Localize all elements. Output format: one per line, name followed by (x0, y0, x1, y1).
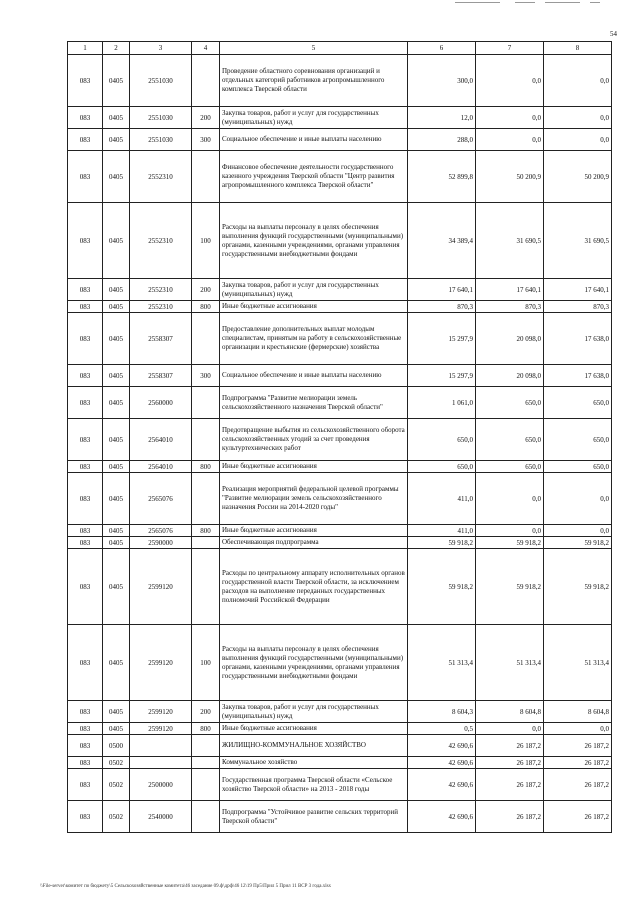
section-cell: 0405 (103, 313, 130, 365)
kgrbs-cell: 083 (68, 625, 103, 701)
target-article-cell: 2551030 (130, 129, 192, 151)
section-cell: 0405 (103, 55, 130, 107)
section-cell: 0405 (103, 279, 130, 301)
amount-col8-cell: 0,0 (544, 723, 612, 735)
amount-col7-cell: 26 187,2 (476, 769, 544, 801)
amount-col6-cell: 42 690,6 (408, 769, 476, 801)
table-row (68, 419, 612, 461)
expense-type-cell: 200 (192, 107, 220, 129)
amount-col8-cell: 0,0 (544, 525, 612, 537)
amount-col8-cell: 650,0 (544, 387, 612, 419)
table-row (68, 525, 612, 537)
expense-type-cell (192, 313, 220, 365)
amount-col7-cell: 31 690,5 (476, 203, 544, 279)
kgrbs-cell: 083 (68, 801, 103, 833)
amount-col7-cell: 8 604,8 (476, 701, 544, 723)
table-row (68, 387, 612, 419)
amount-col6-cell: 42 690,6 (408, 735, 476, 757)
kgrbs-cell: 083 (68, 203, 103, 279)
target-article-cell: 2565076 (130, 473, 192, 525)
amount-col6-cell: 15 297,9 (408, 365, 476, 387)
amount-col8-cell: 17 638,0 (544, 313, 612, 365)
header-cell: 2 (103, 42, 130, 55)
amount-col8-cell: 870,3 (544, 301, 612, 313)
kgrbs-cell: 083 (68, 55, 103, 107)
table-row (68, 735, 612, 757)
description-cell: Предотвращение выбытия из сельскохозяйственного оборота сельскохозяйственных угодий за счет проведения культуртехнических работ (220, 419, 408, 461)
amount-col6-cell: 411,0 (408, 525, 476, 537)
amount-col6-cell: 34 389,4 (408, 203, 476, 279)
header-cell: 7 (476, 42, 544, 55)
amount-col7-cell: 59 918,2 (476, 549, 544, 625)
description-cell: Финансовое обеспечение деятельности государственного казенного учреждения Тверской области "Центр развития агропромышленного комплекса Тверской области" (220, 151, 408, 203)
table-row (68, 537, 612, 549)
target-article-cell (130, 757, 192, 769)
table-row (68, 313, 612, 365)
description-cell: Социальное обеспечение и иные выплаты населению (220, 129, 408, 151)
description-cell: Реализация мероприятий федеральной целевой программы "Развитие мелиорации земель сельскохозяйственного назначения России на 2014-2020 годы" (220, 473, 408, 525)
description-cell: Обеспечивающая подпрограмма (220, 537, 408, 549)
amount-col8-cell: 8 604,8 (544, 701, 612, 723)
amount-col7-cell: 17 640,1 (476, 279, 544, 301)
amount-col7-cell: 50 200,9 (476, 151, 544, 203)
amount-col6-cell: 42 690,6 (408, 801, 476, 833)
target-article-cell: 2599120 (130, 701, 192, 723)
expense-type-cell: 800 (192, 525, 220, 537)
amount-col6-cell: 1 061,0 (408, 387, 476, 419)
target-article-cell: 2590000 (130, 537, 192, 549)
table-row (68, 757, 612, 769)
table-row (68, 723, 612, 735)
table-row (68, 473, 612, 525)
amount-col8-cell: 0,0 (544, 129, 612, 151)
target-article-cell: 2500000 (130, 769, 192, 801)
amount-col6-cell: 42 690,6 (408, 757, 476, 769)
description-cell: Коммунальное хозяйство (220, 757, 408, 769)
section-cell: 0405 (103, 387, 130, 419)
description-cell: Расходы по центральному аппарату исполнительных органов государственной власти Тверской области, за исключением расходов на выполнение переданных государственных полномочий Российской Федерации (220, 549, 408, 625)
amount-col6-cell: 650,0 (408, 461, 476, 473)
description-cell: Закупка товаров, работ и услуг для государственных (муниципальных) нужд (220, 279, 408, 301)
kgrbs-cell: 083 (68, 301, 103, 313)
amount-col6-cell: 52 899,8 (408, 151, 476, 203)
expense-type-cell (192, 549, 220, 625)
target-article-cell: 2558307 (130, 313, 192, 365)
kgrbs-cell: 083 (68, 419, 103, 461)
kgrbs-cell: 083 (68, 525, 103, 537)
amount-col8-cell: 26 187,2 (544, 801, 612, 833)
table-row (68, 203, 612, 279)
amount-col8-cell: 59 918,2 (544, 537, 612, 549)
footer-file-path: \\File-server\комитет по бюджету\5 Сельскохозяйственные комитета\46 заседание 09.ф\дрф\46 12\19 Пр5\Прил 5 Прил 11 ВСР 3 года.xlsx (40, 884, 332, 889)
table-row (68, 701, 612, 723)
expense-type-cell: 800 (192, 461, 220, 473)
amount-col7-cell: 59 918,2 (476, 537, 544, 549)
amount-col7-cell: 51 313,4 (476, 625, 544, 701)
amount-col8-cell: 0,0 (544, 473, 612, 525)
target-article-cell: 2552310 (130, 279, 192, 301)
section-cell: 0405 (103, 365, 130, 387)
amount-col7-cell: 26 187,2 (476, 801, 544, 833)
section-cell: 0405 (103, 129, 130, 151)
expense-type-cell (192, 757, 220, 769)
amount-col6-cell: 59 918,2 (408, 537, 476, 549)
amount-col8-cell: 17 638,0 (544, 365, 612, 387)
amount-col7-cell: 26 187,2 (476, 757, 544, 769)
amount-col6-cell: 0,5 (408, 723, 476, 735)
description-cell: Расходы на выплаты персоналу в целях обеспечения выполнения функций государственными (муниципальными) органами, казенными учреждениями, органами управления государственными внебюджетными фондами (220, 203, 408, 279)
target-article-cell: 2599120 (130, 723, 192, 735)
kgrbs-cell: 083 (68, 735, 103, 757)
amount-col7-cell: 0,0 (476, 723, 544, 735)
kgrbs-cell: 083 (68, 129, 103, 151)
amount-col8-cell: 26 187,2 (544, 757, 612, 769)
target-article-cell: 2551030 (130, 107, 192, 129)
header-cell: 6 (408, 42, 476, 55)
amount-col6-cell: 870,3 (408, 301, 476, 313)
amount-col8-cell: 0,0 (544, 55, 612, 107)
description-cell: Социальное обеспечение и иные выплаты населению (220, 365, 408, 387)
table-row (68, 769, 612, 801)
description-cell: Государственная программа Тверской области «Сельское хозяйство Тверской области» на 2013 - 2018 годы (220, 769, 408, 801)
table-row (68, 301, 612, 313)
description-cell: ЖИЛИЩНО-КОММУНАЛЬНОЕ ХОЗЯЙСТВО (220, 735, 408, 757)
section-cell: 0405 (103, 525, 130, 537)
budget-table (67, 41, 612, 833)
table-row (68, 461, 612, 473)
table-row (68, 549, 612, 625)
amount-col7-cell: 0,0 (476, 107, 544, 129)
expense-type-cell: 100 (192, 625, 220, 701)
description-cell: Закупка товаров, работ и услуг для государственных (муниципальных) нужд (220, 701, 408, 723)
amount-col6-cell: 51 313,4 (408, 625, 476, 701)
amount-col6-cell: 288,0 (408, 129, 476, 151)
description-cell: Расходы на выплаты персоналу в целях обеспечения выполнения функций государственными (муниципальными) органами, казенными учреждениями, органами управления государственными внебюджетными фондами (220, 625, 408, 701)
section-cell: 0405 (103, 203, 130, 279)
expense-type-cell: 200 (192, 701, 220, 723)
amount-col8-cell: 26 187,2 (544, 735, 612, 757)
kgrbs-cell: 083 (68, 461, 103, 473)
kgrbs-cell: 083 (68, 313, 103, 365)
section-cell: 0502 (103, 769, 130, 801)
expense-type-cell: 300 (192, 129, 220, 151)
target-article-cell: 2564010 (130, 461, 192, 473)
expense-type-cell (192, 473, 220, 525)
amount-col7-cell: 26 187,2 (476, 735, 544, 757)
amount-col6-cell: 15 297,9 (408, 313, 476, 365)
amount-col7-cell: 870,3 (476, 301, 544, 313)
top-crop-marks (0, 0, 640, 8)
kgrbs-cell: 083 (68, 107, 103, 129)
expense-type-cell (192, 537, 220, 549)
target-article-cell: 2552310 (130, 151, 192, 203)
section-cell: 0405 (103, 151, 130, 203)
table-row (68, 279, 612, 301)
amount-col8-cell: 51 313,4 (544, 625, 612, 701)
target-article-cell: 2551030 (130, 55, 192, 107)
amount-col8-cell: 0,0 (544, 107, 612, 129)
section-cell: 0405 (103, 301, 130, 313)
amount-col7-cell: 20 098,0 (476, 365, 544, 387)
kgrbs-cell: 083 (68, 365, 103, 387)
kgrbs-cell: 083 (68, 387, 103, 419)
target-article-cell: 2558307 (130, 365, 192, 387)
expense-type-cell (192, 151, 220, 203)
kgrbs-cell: 083 (68, 279, 103, 301)
amount-col7-cell: 0,0 (476, 525, 544, 537)
expense-type-cell (192, 801, 220, 833)
target-article-cell: 2552310 (130, 301, 192, 313)
expense-type-cell (192, 419, 220, 461)
amount-col7-cell: 20 098,0 (476, 313, 544, 365)
expense-type-cell: 300 (192, 365, 220, 387)
table-row (68, 151, 612, 203)
table-row (68, 625, 612, 701)
header-row (68, 42, 612, 55)
amount-col7-cell: 650,0 (476, 419, 544, 461)
target-article-cell (130, 735, 192, 757)
amount-col8-cell: 650,0 (544, 419, 612, 461)
description-cell: Предоставление дополнительных выплат молодым специалистам, принятым на работу в сельскохозяйственные организации и крестьянские (фермерские) хозяйства (220, 313, 408, 365)
amount-col6-cell: 12,0 (408, 107, 476, 129)
table-row (68, 801, 612, 833)
amount-col7-cell: 650,0 (476, 387, 544, 419)
section-cell: 0502 (103, 757, 130, 769)
kgrbs-cell: 083 (68, 701, 103, 723)
table-row (68, 55, 612, 107)
description-cell: Иные бюджетные ассигнования (220, 525, 408, 537)
amount-col6-cell: 8 604,3 (408, 701, 476, 723)
amount-col8-cell: 59 918,2 (544, 549, 612, 625)
expense-type-cell (192, 769, 220, 801)
section-cell: 0405 (103, 419, 130, 461)
kgrbs-cell: 083 (68, 537, 103, 549)
header-cell: 8 (544, 42, 612, 55)
target-article-cell: 2560000 (130, 387, 192, 419)
description-cell: Подпрограмма "Устойчивое развитие сельских территорий Тверской области" (220, 801, 408, 833)
section-cell: 0500 (103, 735, 130, 757)
description-cell: Закупка товаров, работ и услуг для государственных (муниципальных) нужд (220, 107, 408, 129)
amount-col7-cell: 650,0 (476, 461, 544, 473)
amount-col8-cell: 650,0 (544, 461, 612, 473)
section-cell: 0405 (103, 537, 130, 549)
section-cell: 0405 (103, 473, 130, 525)
section-cell: 0405 (103, 701, 130, 723)
expense-type-cell: 800 (192, 723, 220, 735)
target-article-cell: 2599120 (130, 625, 192, 701)
amount-col8-cell: 26 187,2 (544, 769, 612, 801)
table-row (68, 129, 612, 151)
page-number: 54 (610, 30, 617, 38)
header-cell: 1 (68, 42, 103, 55)
amount-col7-cell: 0,0 (476, 55, 544, 107)
expense-type-cell: 800 (192, 301, 220, 313)
amount-col7-cell: 0,0 (476, 129, 544, 151)
amount-col8-cell: 31 690,5 (544, 203, 612, 279)
expense-type-cell: 100 (192, 203, 220, 279)
description-cell: Подпрограмма "Развитие мелиорации земель сельскохозяйственного назначения Тверской области" (220, 387, 408, 419)
table-row (68, 107, 612, 129)
table-row (68, 365, 612, 387)
section-cell: 0405 (103, 549, 130, 625)
amount-col6-cell: 59 918,2 (408, 549, 476, 625)
section-cell: 0405 (103, 723, 130, 735)
header-cell: 5 (220, 42, 408, 55)
amount-col6-cell: 411,0 (408, 473, 476, 525)
amount-col6-cell: 650,0 (408, 419, 476, 461)
expense-type-cell: 200 (192, 279, 220, 301)
kgrbs-cell: 083 (68, 723, 103, 735)
expense-type-cell (192, 735, 220, 757)
header-cell: 3 (130, 42, 192, 55)
amount-col8-cell: 17 640,1 (544, 279, 612, 301)
kgrbs-cell: 083 (68, 769, 103, 801)
section-cell: 0405 (103, 107, 130, 129)
amount-col7-cell: 0,0 (476, 473, 544, 525)
expense-type-cell (192, 55, 220, 107)
kgrbs-cell: 083 (68, 473, 103, 525)
amount-col6-cell: 17 640,1 (408, 279, 476, 301)
target-article-cell: 2552310 (130, 203, 192, 279)
description-cell: Иные бюджетные ассигнования (220, 723, 408, 735)
target-article-cell: 2599120 (130, 549, 192, 625)
amount-col8-cell: 50 200,9 (544, 151, 612, 203)
section-cell: 0405 (103, 625, 130, 701)
target-article-cell: 2564010 (130, 419, 192, 461)
description-cell: Иные бюджетные ассигнования (220, 461, 408, 473)
kgrbs-cell: 083 (68, 151, 103, 203)
header-cell: 4 (192, 42, 220, 55)
section-cell: 0502 (103, 801, 130, 833)
section-cell: 0405 (103, 461, 130, 473)
description-cell: Проведение областного соревнования организаций и отдельных категорий работников агропромышленного комплекса Тверской области (220, 55, 408, 107)
expense-type-cell (192, 387, 220, 419)
target-article-cell: 2540000 (130, 801, 192, 833)
target-article-cell: 2565076 (130, 525, 192, 537)
kgrbs-cell: 083 (68, 757, 103, 769)
description-cell: Иные бюджетные ассигнования (220, 301, 408, 313)
kgrbs-cell: 083 (68, 549, 103, 625)
amount-col6-cell: 300,0 (408, 55, 476, 107)
